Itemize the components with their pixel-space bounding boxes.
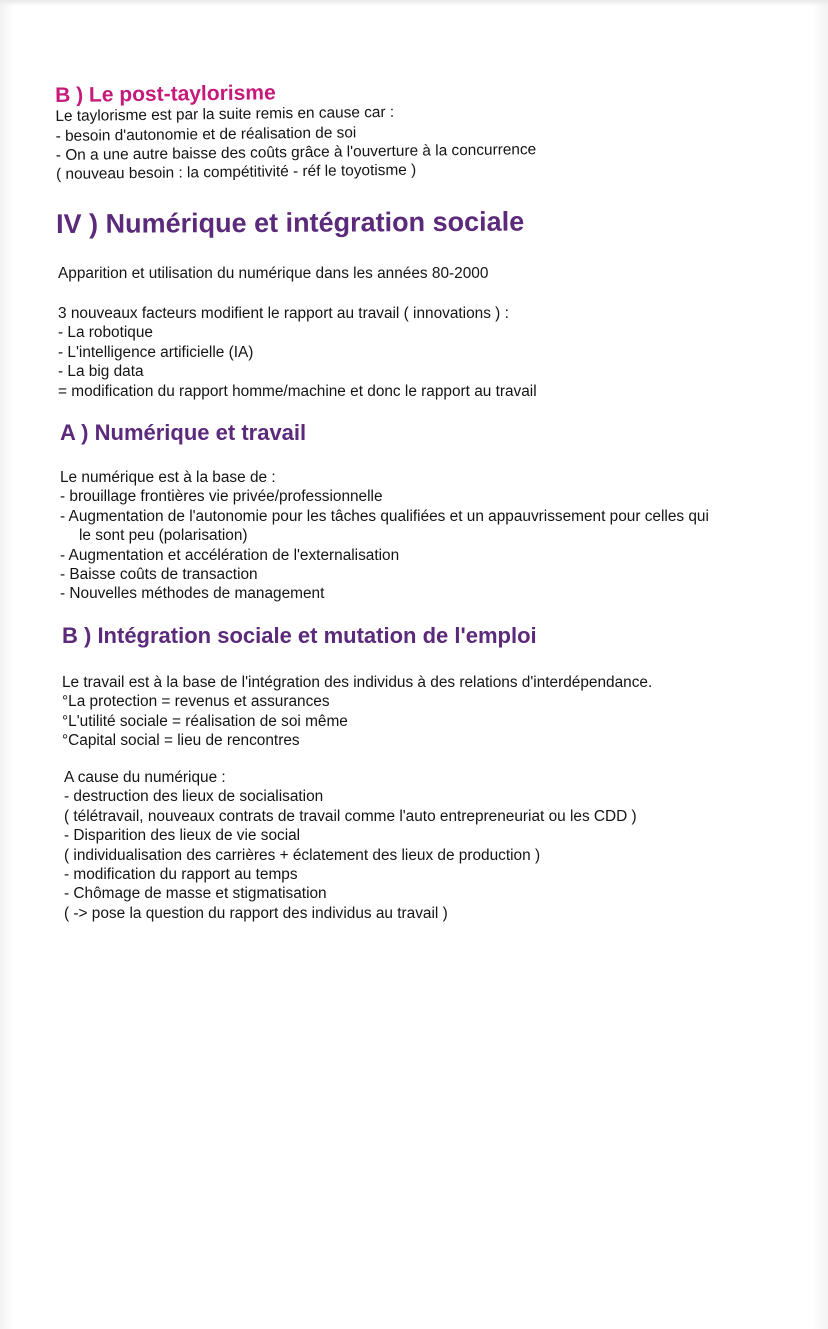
text-line: Le taylorisme est par la suite remis en cause car : — [55, 103, 395, 126]
text-line: Le travail est à la base de l'intégration des individus à des relations d'interdépendance. — [62, 674, 653, 691]
text-line: ( -> pose la question du rapport des individus au travail ) — [64, 904, 448, 922]
list-item: - La robotique — [58, 324, 153, 342]
list-item: - Baisse coûts de transaction — [60, 566, 258, 584]
list-item: - Disparition des lieux de vie social — [64, 827, 301, 845]
list-item: - Chômage de masse et stigmatisation — [64, 885, 327, 903]
list-item: - Augmentation de l'autonomie pour les tâches qualifiées et un appauvrissement pour celles qui — [60, 507, 709, 525]
list-item: °L'utilité sociale = réalisation de soi même — [62, 712, 348, 730]
text-line: ( nouveau besoin : la compétitivité - réf le toyotisme ) — [56, 161, 417, 184]
section-iv-intro — [58, 264, 488, 283]
list-item: - besoin d'autonomie et de réalisation de soi — [55, 123, 357, 145]
section-iv-factors — [58, 304, 537, 401]
list-item: - L'intelligence artificielle (IA) — [58, 343, 254, 361]
list-item-continuation: le sont peu (polarisation) — [79, 527, 248, 545]
list-item: °Capital social = lieu de rencontres — [62, 732, 300, 750]
page-top-shadow — [0, 0, 828, 6]
list-item: - Nouvelles méthodes de management — [60, 585, 325, 603]
list-item: °La protection = revenus et assurances — [62, 693, 330, 711]
section-numerique-integration — [56, 208, 524, 240]
list-item: - Augmentation et accélération de l'externalisation — [60, 546, 400, 564]
heading-numerique-integration: IV ) Numérique et intégration sociale — [55, 206, 525, 239]
list-item: - brouillage frontières vie privée/professionnelle — [60, 488, 383, 506]
heading-integration-sociale: B ) Intégration sociale et mutation de l'emploi — [62, 623, 537, 648]
section-post-taylorisme — [55, 78, 537, 185]
list-item: - modification du rapport au temps — [64, 866, 298, 884]
text-line: Apparition et utilisation du numérique dans les années 80-2000 — [58, 265, 489, 282]
section-b-numerique-effects — [64, 768, 637, 923]
heading-post-taylorisme: B ) Le post-taylorisme — [55, 81, 276, 107]
text-line: Le numérique est à la base de : — [60, 469, 276, 486]
text-line: A cause du numérique : — [64, 769, 226, 786]
list-item: - La big data — [58, 363, 144, 381]
text-line: 3 nouveaux facteurs modifient le rapport au travail ( innovations ) : — [58, 305, 509, 322]
section-b-content — [62, 673, 652, 751]
text-line: = modification du rapport homme/machine et donc le rapport au travail — [58, 382, 537, 400]
text-line: ( télétravail, nouveaux contrats de travail comme l'auto entrepreneuriat ou les CDD ) — [64, 807, 637, 825]
text-line: ( individualisation des carrières + éclatement des lieux de production ) — [64, 846, 541, 864]
list-item: - On a une autre baisse des coûts grâce à l'ouverture à la concurrence — [55, 141, 537, 164]
heading-numerique-travail: A ) Numérique et travail — [60, 420, 307, 445]
section-numerique-travail — [60, 421, 306, 445]
list-item: - destruction des lieux de socialisation — [64, 788, 324, 806]
section-integration-sociale — [62, 624, 537, 648]
section-a-content — [60, 468, 709, 604]
